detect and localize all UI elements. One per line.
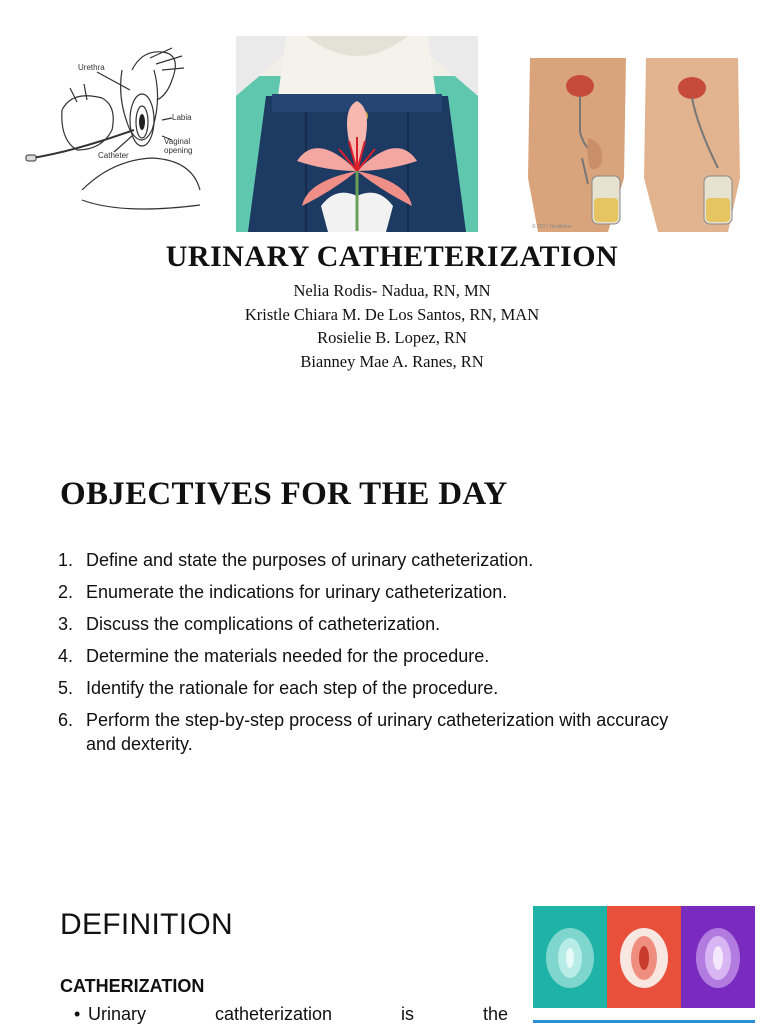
title-slide (0, 0, 768, 380)
definition-subtitle: CATHERIZATION (60, 976, 205, 996)
bullet-word: is (401, 1004, 414, 1024)
objective-text: Determine the materials needed for the procedure. (86, 646, 490, 666)
objective-number: 3. (58, 614, 74, 634)
objective-text: Identify the rationale for each step of the procedure. (86, 678, 499, 698)
objective-text: Enumerate the indications for urinary catheterization. (86, 582, 508, 602)
catheter-label: Catheter (98, 151, 129, 160)
author-name: Bianney Mae A. Ranes, RN (300, 351, 484, 371)
objective-item (58, 548, 698, 572)
bullet-word: the (482, 1004, 508, 1024)
objective-text: Define and state the purposes of urinary catheterization. (86, 550, 534, 570)
objectives-slide (0, 462, 768, 782)
author-name: Rosielie B. Lopez, RN (317, 328, 467, 347)
objectives-list (58, 548, 698, 764)
accent-line (533, 1020, 755, 1023)
vaginal-opening-label-line: Vaginal (164, 137, 191, 146)
objective-item (58, 676, 698, 700)
objective-item (58, 644, 698, 668)
author-name: Kristle Chiara M. De Los Santos, RN, MAN (244, 304, 540, 324)
objective-number: 6. (58, 710, 74, 730)
color-panels-illustration (533, 906, 755, 1008)
objective-text: Discuss the complications of catheterization. (86, 614, 441, 634)
objective-text: Perform the step-by-step process of urinary catheterization with accuracy and dexterity. (86, 710, 669, 754)
vaginal-opening-label (164, 137, 192, 155)
bullet-word: Urinary (88, 1004, 147, 1024)
bullet-word: catheterization (214, 1004, 333, 1024)
objective-number: 4. (58, 646, 74, 666)
objective-item (58, 612, 698, 636)
author-name: Nelia Rodis- Nadua, RN, MN (293, 281, 491, 300)
objective-number: 2. (58, 582, 74, 602)
objective-item (58, 580, 698, 604)
labia-label: Labia (172, 113, 192, 122)
lily-jeans-illustration (236, 36, 478, 232)
vaginal-opening-label-line: opening (164, 146, 193, 155)
objective-number: 1. (58, 550, 74, 570)
image-credit: © 2017 Healthline (532, 224, 572, 230)
definition-slide (0, 896, 768, 1024)
author-list (0, 279, 768, 373)
male-catheter-illustration (528, 58, 742, 232)
definition-title: DEFINITION (60, 908, 233, 941)
bullet-dot: • (74, 1004, 81, 1024)
presentation-title: URINARY CATHETERIZATION (165, 240, 619, 273)
objective-number: 5. (58, 678, 74, 698)
definition-bullet (74, 1004, 508, 1025)
objective-item (58, 708, 698, 756)
urethra-label: Urethra (78, 63, 105, 72)
objectives-title: OBJECTIVES FOR THE DAY (60, 476, 508, 512)
female-catheter-diagram (22, 40, 210, 210)
